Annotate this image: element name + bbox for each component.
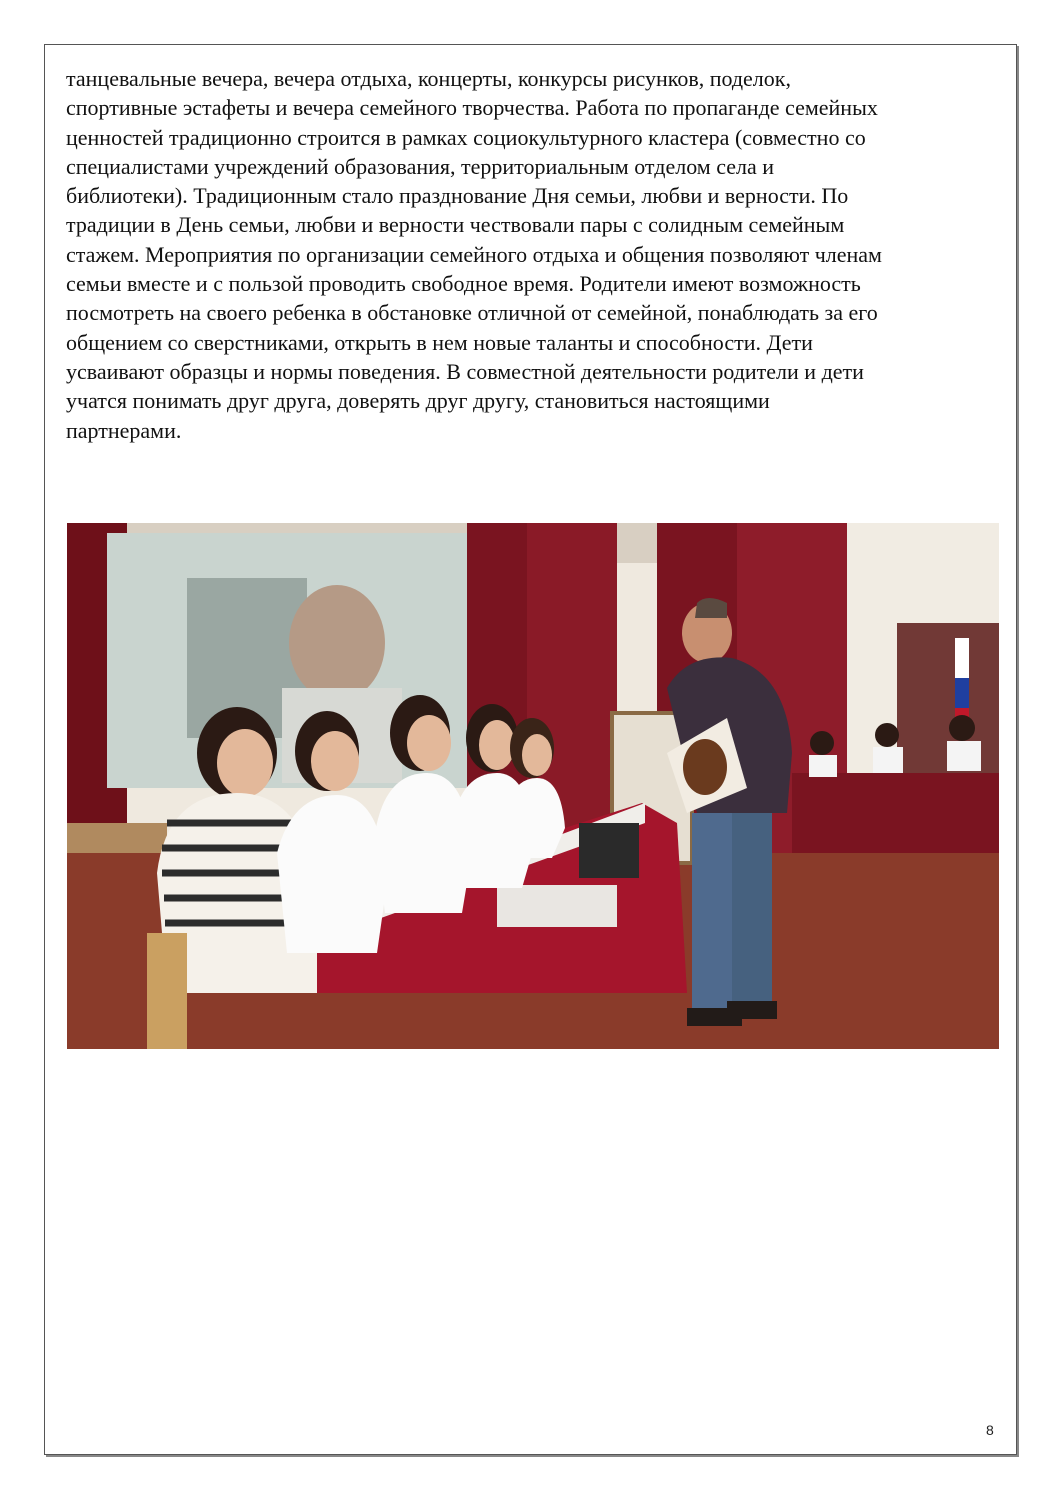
event-photo-illustration [67, 523, 999, 1049]
flag [955, 638, 969, 678]
text-line: танцевальные вечера, вечера отдыха, концерты, конкурсы рисунков, поделок, [66, 66, 791, 91]
page-number: 8 [986, 1422, 994, 1438]
text-line: усваивают образцы и нормы поведения. В совместной деятельности родители и дети [66, 358, 864, 384]
text-line: семьи вместе и с пользой проводить свободное время. Родители имеют возможность [66, 271, 861, 297]
text-line: общением со сверстниками, открыть в нем новые таланты и способности. Дети [66, 329, 813, 355]
text-line: учатся понимать друг друга, доверять друг другу, становиться настоящими [66, 388, 770, 414]
text-line: специалистами учреждений образования, территориальным отделом села и [66, 153, 775, 179]
text-line: посмотреть на своего ребенка в обстановке отличной от семейной, понаблюдать за его [66, 300, 878, 326]
text-line: библиотеки). Традиционным стало празднование Дня семьи, любви и верности. По [66, 183, 849, 209]
text-line: стажем. Мероприятия по организации семейного отдыха и общения позволяют членам [66, 241, 882, 267]
text-line: традиции в День семьи, любви и верности чествовали пары с солидным семейным [66, 212, 845, 238]
event-photo [67, 523, 999, 1049]
body-paragraph [66, 64, 1001, 445]
text-line: ценностей традиционно строится в рамках социокультурного кластера (совместно со [66, 124, 866, 150]
text-line: спортивные эстафеты и вечера семейного творчества. Работа по пропаганде семейных [66, 95, 878, 121]
text-line: партнерами. [66, 417, 182, 443]
